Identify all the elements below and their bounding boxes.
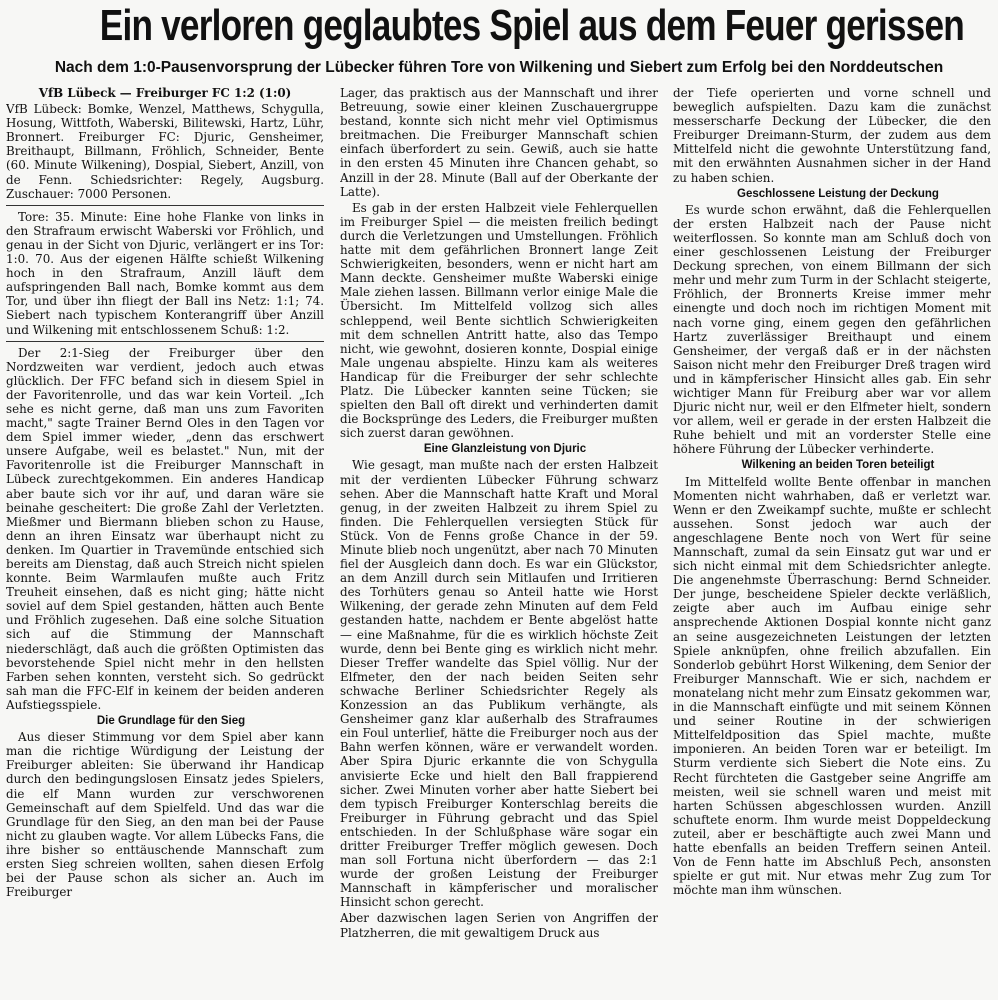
subheading-glanzleistung: Eine Glanzleistung von Djuric [423, 443, 587, 456]
divider [6, 341, 324, 342]
intro-paragraph: Der 2:1-Sieg der Freiburger über den Nordzweiten war verdient, jedoch auch etwas glücklich. Der FFC befand sich in diesem Spiel in der Favoritenrolle, und das war kein Vorteil. „Ich sehe es nicht gerne, daß man uns zum Favoriten macht," sagte Trainer Bernd Oles in den Tagen vor dem Spiel immer wieder, „denn das erschwert unsere Aufgabe, weil es belastet." Nun, mit der Favoritenrolle ist die Freiburger Mannschaft in Lübeck zurechtgekommen. Ein anderes Handicap aber baute sich vor ihr auf, und daran wäre sie beinahe gescheitert: Die große Zahl der Verletzten. Mießmer und Biermann blieben schon zu Hause, denn an ihren Einsatz war überhaupt nicht zu denken. Im Quartier in Travemünde entschied sich bereits am Dienstag, daß auch Streich nicht spielen konnte. Beim Warmlaufen mußte auch Fritz Treuheit einsehen, daß es nicht ging; hätte nicht soviel auf dem Spiel gestanden, hätten auch Bente und Fröhlich zugesehen. Daß eine solche Situation sich auf die Stimmung der Mannschaft niederschlägt, daß auch die größten Optimisten das bevorstehende Spiel nicht mehr in den hellsten Farben sehen konnten, versteht sich. So gedrückt sah man die FFC-Elf in keinem der beiden anderen Aufstiegsspiele. [6, 345, 324, 712]
column-2 [340, 86, 658, 996]
column-1 [6, 86, 324, 996]
divider [6, 205, 324, 206]
subheading-grundlage: Die Grundlage für den Sieg [96, 715, 246, 728]
paragraph-glanzleistung: Wie gesagt, man mußte nach der ersten Halbzeit mit der verdienten Lübecker Führung schwarz sehen. Aber die Mannschaft hatte Kraft und Moral genug, in der zweiten Halbzeit zu ihrem Spiel zu finden. Die Fehlerquellen versiegten Stück für Stück. Von de Fenns große Chance in der 59. Minute blieb noch ungenützt, aber nach 70 Minuten fiel der Ausgleich dann doch. Es war ein Glückstor, an dem Anzill durch sein Mitlaufen und Irritieren des Torhüters genau so Anteil hatte wie Horst Wilkening, der gerade zehn Minuten auf dem Feld gestanden hatte, nachdem er Bente abgelöst hatte — eine Maßnahme, für die es wirklich höchste Zeit wurde, denn bei Bente ging es wirklich nicht mehr. Dieser Treffer wandelte das Spiel völlig. Nur der Elfmeter, den der nach beiden Seiten sehr schwache Berliner Schiedsrichter Regely als Konzession an das Publikum verhängte, als Gensheimer ganz klar außerhalb des Strafraumes ein Foul unterlief, hätte die Freiburger noch aus der Bahn werfen können, wäre er verwandelt worden. Aber Spira Djuric erkannte die von Schygulla anvisierte Ecke und hielt den Ball frappierend sicher. Zwei Minuten vorher aber hatte Siebert bei dem typisch Freiburger Konterschlag bereits die Freiburger in Führung gebracht und das Spiel entschieden. In der Schlußphase wäre sogar ein dritter Freiburger Treffer möglich gewesen. Doch man soll Fortuna nicht überfordern — das 2:1 wurde der großen Leistung der Freiburger Mannschaft in kämpferischer und moralischer Hinsicht schon gerecht. [340, 458, 658, 910]
subheading-wilkening: Wilkening an beiden Toren beteiligt [741, 459, 935, 472]
column-3 [673, 86, 991, 996]
paragraph-serien: Aber dazwischen lagen Serien von Angriffen der Platzherren, die mit gewaltigem Druck aus [340, 911, 658, 940]
paragraph-fehlerquellen: Es gab in der ersten Halbzeit viele Fehlerquellen im Freiburger Spiel — die meisten freilich bedingt durch die Verletzungen und Umstellungen. Fröhlich hatte mit dem gefährlichen Bronnert lange Zeit Schwierigkeiten, besonders, wenn er nicht hart am Mann deckte. Gensheimer mußte Waberski einige Male ziehen lassen. Billmann verlor einige Male die Übersicht. Im Mittelfeld vollzog sich alles schleppend, weil Bente sichtlich Schwierigkeiten mit dem schnellen Antritt hatte, also das Tempo nicht, wie gewohnt, dosieren konnte, Dospial einige Male ungenau abspielte. Hinzu kam als weiteres Handicap für die Freiburger der sehr schlechte Platz. Die Lübecker kannten seine Tücken; sie spielten den Ball oft direkt und verhinderten damit die Bocksprünge des Leders, die Freiburger mußten sich zuerst daran gewöhnen. [340, 200, 658, 441]
paragraph-deckung: Es wurde schon erwähnt, daß die Fehlerquellen der ersten Halbzeit nach der Pause nicht weiterflossen. So konnte man am Schluß doch von einer geschlossenen Leistung der Freiburger Deckung sprechen, von einem Billmann der sich mehr und mehr zum Turm in der Schlacht steigerte, Fröhlich, der Bronnerts Kreise immer mehr einengte und doch noch im richtigen Moment mit nach vorne ging, einem gegen den gefährlichen Hartz zuverlässiger Breithaupt und einem Gensheimer, der vergaß daß er in der nächsten Saison nicht mehr den Freiburger Dreß tragen wird und in kämpferischer Hinsicht alles gab. Ein sehr wichtiger Mann für Freiburg aber war vor allem Djuric nicht nur, weil er den Elfmeter hielt, sondern vor allem, weil er gerade in der ersten Halbzeit die Ruhe behielt und mit an vorderster Stelle eine höhere Führung der Lübecker verhinderte. [673, 202, 991, 457]
subheadline: Nach dem 1:0-Pausenvorsprung der Lübecker führen Tore von Wilkening und Siebert zum Erfolg bei den Norddeutschen [54, 59, 944, 76]
headline: Ein verloren geglaubtes Spiel aus dem Feuer gerissen [99, 1, 964, 50]
goals-paragraph: Tore: 35. Minute: Eine hohe Flanke von links in den Strafraum erwischt Waberski vor Fröhlich, und genau in der Sicht von Djuric, verlängert er ins Tor: 1:0. 70. Aus der eigenen Hälfte schießt Wilkening hoch in den Strafraum, Anzill läuft dem aufspringenden Ball nach, Bomke kommt aus dem Tor, und über ihn fliegt der Ball ins Netz: 1:1; 74. Siebert nach typischem Konterangriff über Anzill und Wilkening mit entschlossenem Schuß: 1:2. [6, 209, 324, 337]
subheading-deckung: Geschlossene Leistung der Deckung [737, 187, 939, 200]
paragraph-grundlage: Aus dieser Stimmung vor dem Spiel aber kann man die richtige Würdigung der Leistung der Freiburger ableiten: Sie überwand ihr Handicap durch den bedingungslosen Einsatz jedes Spielers, die elf Mann wurden zur verschworenen Gemeinschaft auf dem Spielfeld. Und das war die Grundlage für den Sieg, an den man bei der Pause nicht zu glauben wagte. Vor allem Lübecks Fans, die ihre bisher so enttäuschende Mannschaft zum ersten Sieg schreien wollten, sahen diesen Erfolg bei der Pause schon als sicher an. Auch im Freiburger [6, 730, 324, 900]
paragraph-wilkening: Im Mittelfeld wollte Bente offenbar in manchen Momenten nicht wahrhaben, daß er verletzt war. Wenn er den Zweikampf suchte, mußte er schlecht aussehen. Sonst jedoch war auch der angeschlagene Bente noch von Wert für seine Mannschaft, zumal da sein Einsatz gut war und er sich nicht einmal mit dem Schiedsrichter anlegte. Die angenehmste Überraschung: Bernd Schneider. Der junge, bescheidene Spieler deckte verläßlich, zeigte aber auch im Aufbau einige sehr ansprechende Aktionen Dospial konnte nicht ganz an seine ausgezeichneten Leistungen der letzten Spiele anknüpfen, ohne freilich abzufallen. Ein Sonderlob gebührt Horst Wilkening, dem Senior der Freiburger Mannschaft. Wie er sich, nachdem er monatelang nicht mehr zum Einsatz gekommen war, in die Mannschaft einfügte und mit seinem Können und seiner Routine in der schwierigen Mittelfeldposition das Spiel machte, mußte imponieren. An beiden Toren war er beteiligt. Im Sturm verdiente sich Siebert die Note eins. Zu Recht fürchteten die Gastgeber seine Angriffe am meisten, weil sie schnell waren und meist mit harten Schüssen abgeschlossen wurden. Anzill schuftete enorm. Ihm wurde meist Doppeldeckung zuteil, aber er beschäftigte auch zwei Mann und hatte ebenfalls an beiden Treffern seinen Anteil. Von de Fenn hatte im Abschluß Pech, ansonsten spielte er gut mit. Nur etwas mehr Zug zum Tor möchte man ihm wünschen. [673, 474, 991, 898]
paragraph-tiefe: der Tiefe operierten und vorne schnell und beweglich aufspielten. Dazu kam die zunächst messerscharfe Deckung der Lübecker, die den Freiburger Dreimann-Sturm, der zudem aus dem Mittelfeld nicht die gewohnte Unterstützung fand, mit den erwähnten Ausnahmen sicher in der Hand zu haben schien. [673, 86, 991, 185]
lineup-paragraph: VfB Lübeck: Bomke, Wenzel, Matthews, Schygulla, Hosung, Wittfoth, Waberski, Bilitewski, Hartz, Lühr, Bronnert. Freiburger FC: Djuric, Gensheimer, Breithaupt, Billmann, Fröhlich, Schneider, Bente (60. Minute Wilkening), Dospial, Siebert, Anzill, von de Fenn. Schiedsrichter: Regely, Augsburg. Zuschauer: 7000 Personen. [6, 102, 324, 201]
paragraph-lager: Lager, das praktisch aus der Mannschaft und ihrer Betreuung, sowie einer kleinen Zuschauergruppe bestand, konnte sich nicht mehr viel Optimismus breitmachen. Die Freiburger Mannschaft schien einfach überfordert zu sein. Gewiß, auch sie hatte in den ersten 45 Minuten ihre Chancen gehabt, so Anzill in der 28. Minute (Ball auf der Oberkante der Latte). [340, 86, 658, 199]
score-line: VfB Lübeck — Freiburger FC 1:2 (1:0) [38, 86, 292, 100]
